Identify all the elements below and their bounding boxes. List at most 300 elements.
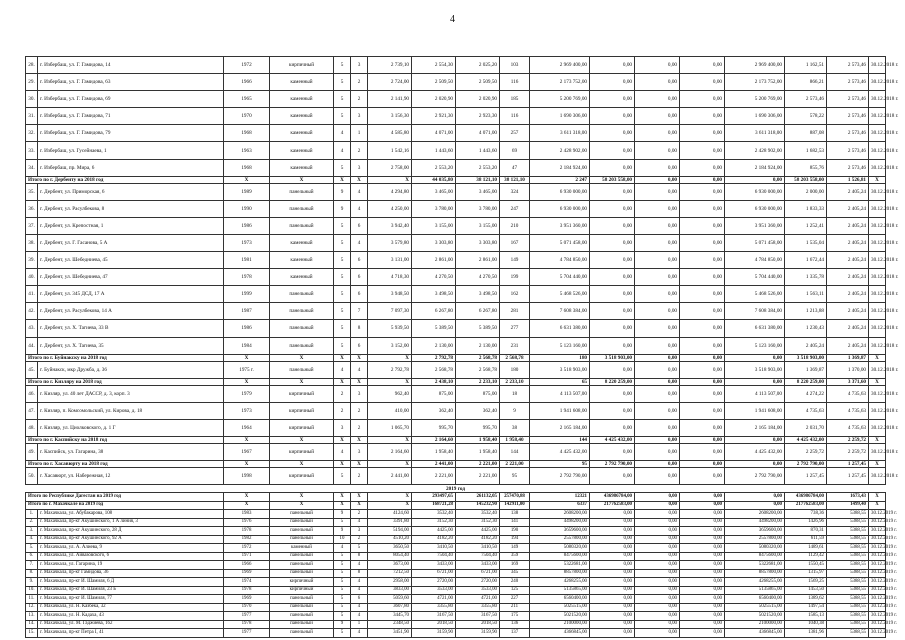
table-cell: 175 bbox=[500, 612, 530, 621]
table-cell: г. Дербент, ул. 345 ДСД, 17 А bbox=[38, 286, 224, 303]
table-cell: 3673,00 bbox=[368, 561, 412, 570]
table-cell: 0,00 bbox=[680, 354, 725, 361]
table-cell: 0,00 bbox=[680, 361, 725, 378]
table-cell: 2720,00 bbox=[412, 578, 456, 587]
table-cell: 9 bbox=[334, 510, 351, 519]
table-cell: 0,00 bbox=[635, 518, 680, 527]
table-cell: 3 498,50 bbox=[456, 286, 500, 303]
table-cell: кирпичный bbox=[270, 443, 334, 460]
table-cell: 5 bbox=[334, 468, 351, 485]
table-cell: 1987 bbox=[224, 303, 270, 320]
table-cell: 2 428 902,00 bbox=[725, 142, 785, 159]
table-cell: 18 bbox=[500, 385, 530, 402]
table-cell: 3167,50 bbox=[412, 612, 456, 621]
table-cell: 3650,50 bbox=[368, 544, 412, 553]
table-cell: X bbox=[869, 461, 886, 468]
table-cell: 1 065,70 bbox=[368, 419, 412, 436]
table-cell: 0,00 bbox=[680, 183, 725, 200]
table-row bbox=[26, 518, 886, 527]
table-cell: X bbox=[368, 176, 412, 183]
table-cell: 5 bbox=[334, 57, 351, 74]
table-cell: 42. bbox=[26, 303, 38, 320]
table-cell: 6 bbox=[351, 337, 368, 354]
table-cell: 30.12.2018 г. bbox=[869, 252, 886, 269]
table-cell: 5194,00 bbox=[368, 527, 412, 536]
table-cell: 30.12.2019 г. bbox=[869, 586, 886, 595]
table-cell: 0,00 bbox=[725, 501, 785, 510]
table-cell: 46. bbox=[26, 385, 38, 402]
table-cell: г. Кизляр, п. Комсомольский, ул. Кирова, д. 18 bbox=[38, 402, 224, 419]
table-cell: г. Избербаш, ул. Г. Гамидова, 14 bbox=[38, 57, 224, 74]
table-cell: X bbox=[351, 501, 368, 510]
table-cell: 0,00 bbox=[590, 159, 635, 176]
table-cell: 6721,00 bbox=[412, 569, 456, 578]
table-cell: 2 bbox=[351, 402, 368, 419]
table-cell: 32. bbox=[26, 125, 38, 142]
table-cell: 7212,50 bbox=[368, 569, 412, 578]
table-cell: 2 861,00 bbox=[412, 252, 456, 269]
table-cell: 5 bbox=[334, 578, 351, 587]
table-cell: 4 784 850,00 bbox=[530, 252, 590, 269]
table-cell: 137 bbox=[500, 629, 530, 638]
table-cell: 69 bbox=[500, 142, 530, 159]
table-cell: 3659600,00 bbox=[530, 527, 590, 536]
table-cell: X bbox=[869, 378, 886, 385]
table-cell: 2 792 790,00 bbox=[590, 461, 635, 468]
table-row bbox=[26, 142, 886, 159]
table-cell: 2 221,00 bbox=[456, 461, 500, 468]
table-cell: 2 bbox=[351, 535, 368, 544]
table-cell: 3 518 903,00 bbox=[725, 361, 785, 378]
table-cell: 4 735,63 bbox=[785, 402, 827, 419]
table-cell: 5 bbox=[334, 586, 351, 595]
table-cell: X bbox=[224, 493, 270, 502]
table-cell: панельный bbox=[270, 518, 334, 527]
table-cell: 3 465,00 bbox=[456, 183, 500, 200]
table-cell: 0,00 bbox=[680, 125, 725, 142]
table-cell: 13. bbox=[26, 612, 38, 621]
table-cell: 6. bbox=[26, 552, 38, 561]
table-cell: 2 bbox=[351, 510, 368, 519]
table-cell: 5 bbox=[334, 629, 351, 638]
table-cell: X bbox=[368, 461, 412, 468]
table-cell: 1968 bbox=[224, 125, 270, 142]
table-cell: 1981 bbox=[224, 252, 270, 269]
table-cell: 0,00 bbox=[635, 361, 680, 378]
table-cell: г. Дербент, ул. Х. Тагиева, 35 bbox=[38, 337, 224, 354]
table-cell: 1426,96 bbox=[785, 518, 827, 527]
table-cell: 7504,40 bbox=[456, 552, 500, 561]
table-cell: 162 bbox=[500, 286, 530, 303]
table-cell: 138 bbox=[500, 510, 530, 519]
table-cell: 0,00 bbox=[680, 510, 725, 519]
table-cell: 6 bbox=[351, 269, 368, 286]
total-label: Итого по г. Кизляру на 2018 год bbox=[26, 378, 224, 385]
table-cell: 1969 bbox=[224, 569, 270, 578]
table-cell: 257470,88 bbox=[500, 493, 530, 502]
table-cell: 4 784 850,00 bbox=[725, 252, 785, 269]
table-cell: 0,00 bbox=[590, 586, 635, 595]
table-cell: 0,00 bbox=[590, 595, 635, 604]
table-cell: 8054,40 bbox=[368, 552, 412, 561]
table-cell: 95 bbox=[530, 461, 590, 468]
table-cell: 5135865,00 bbox=[725, 586, 785, 595]
table-cell: 4498200,00 bbox=[725, 518, 785, 527]
table-cell: 2348,50 bbox=[368, 620, 412, 629]
table-cell: 3. bbox=[26, 527, 38, 536]
table-cell: 9 bbox=[334, 183, 351, 200]
table-cell: 2 739,10 bbox=[368, 57, 412, 74]
table-cell: 1973 bbox=[224, 234, 270, 251]
table-cell: 50. bbox=[26, 468, 38, 485]
table-cell: 5388,55 bbox=[827, 544, 869, 553]
table-cell: 6 631 380,00 bbox=[530, 320, 590, 337]
table-cell: 4425,00 bbox=[412, 527, 456, 536]
table-cell: 3532,40 bbox=[412, 510, 456, 519]
table-cell: 1040,38 bbox=[785, 620, 827, 629]
table-cell: 3 611 318,00 bbox=[725, 125, 785, 142]
table-cell: 7. bbox=[26, 561, 38, 570]
table-cell: 8 220 259,00 bbox=[590, 378, 635, 385]
table-cell: 2 bbox=[334, 385, 351, 402]
table-cell: 1963 bbox=[224, 142, 270, 159]
table-row bbox=[26, 629, 886, 638]
table-cell: 6 267,80 bbox=[456, 303, 500, 320]
table-cell: 0,00 bbox=[590, 569, 635, 578]
table-cell: 5 704 440,00 bbox=[725, 269, 785, 286]
table-cell: 0,00 bbox=[635, 378, 680, 385]
table-cell: 1 958,40 bbox=[456, 443, 500, 460]
table-cell: 2 405,24 bbox=[827, 217, 869, 234]
table-cell: 1978 bbox=[224, 527, 270, 536]
table-cell: 14. bbox=[26, 620, 38, 629]
table-cell: 4 735,63 bbox=[827, 419, 869, 436]
table-cell: каменный bbox=[270, 91, 334, 108]
table-cell: 211 bbox=[500, 603, 530, 612]
table-cell: 3 bbox=[351, 108, 368, 125]
table-row bbox=[26, 159, 886, 176]
table-cell: 5 bbox=[334, 595, 351, 604]
table-cell: 0,00 bbox=[590, 200, 635, 217]
table-cell: 1 257,45 bbox=[827, 468, 869, 485]
table-cell: 0,00 bbox=[635, 493, 680, 502]
table-cell: 1966 bbox=[224, 561, 270, 570]
table-cell: панельный bbox=[270, 183, 334, 200]
table-cell: 578,22 bbox=[785, 108, 827, 125]
table-cell: 4366845,00 bbox=[530, 629, 590, 638]
table-cell: 4 bbox=[334, 443, 351, 460]
table-cell: 2 bbox=[351, 419, 368, 436]
table-cell: кирпичный bbox=[270, 586, 334, 595]
table-cell: 4 425 432,00 bbox=[590, 436, 635, 443]
table-cell: 5 bbox=[334, 108, 351, 125]
total-label: Итого по Республике Дагестан на 2019 год bbox=[26, 493, 224, 502]
table-cell: г. Махачкала, ул. Абубакарова, 108 bbox=[38, 510, 224, 519]
table-cell: 0,00 bbox=[635, 286, 680, 303]
table-cell: 58 203 558,00 bbox=[785, 176, 827, 183]
table-cell: 2 141,90 bbox=[368, 91, 412, 108]
table-cell: каменный bbox=[270, 108, 334, 125]
table-cell: 855,76 bbox=[785, 159, 827, 176]
table-cell: 738,36 bbox=[785, 510, 827, 519]
table-cell: 0,00 bbox=[680, 337, 725, 354]
table-cell: 0,00 bbox=[635, 217, 680, 234]
table-cell: 0,00 bbox=[635, 337, 680, 354]
table-cell: 0,00 bbox=[635, 629, 680, 638]
table-cell: 2 bbox=[351, 468, 368, 485]
table-cell: 2 969 400,00 bbox=[725, 57, 785, 74]
table-cell: 2 130,00 bbox=[412, 337, 456, 354]
table-cell: 2720,00 bbox=[456, 578, 500, 587]
table-cell: 5135865,00 bbox=[530, 586, 590, 595]
table-cell: 3 156,30 bbox=[368, 108, 412, 125]
table-cell: 1 535,04 bbox=[785, 234, 827, 251]
table-cell: 8857800,00 bbox=[725, 569, 785, 578]
table-cell: панельный bbox=[270, 569, 334, 578]
table-cell: 0,00 bbox=[680, 252, 725, 269]
table-cell: 0,00 bbox=[680, 620, 725, 629]
table-cell: 0,00 bbox=[680, 234, 725, 251]
table-row bbox=[26, 544, 886, 553]
table-cell: 4 bbox=[334, 125, 351, 142]
table-cell: 0,00 bbox=[590, 544, 635, 553]
table-cell: 5 389,50 bbox=[456, 320, 500, 337]
table-cell: 2 553,20 bbox=[412, 159, 456, 176]
table-cell: 7 bbox=[351, 303, 368, 320]
table-cell: 4 274,22 bbox=[785, 385, 827, 402]
table-cell: г. Дербент, ул. Шебедниева, 45 bbox=[38, 252, 224, 269]
table-cell: 169 bbox=[500, 561, 530, 570]
table-cell: 247 bbox=[500, 200, 530, 217]
table-cell: 2 025,20 bbox=[456, 57, 500, 74]
table-cell: 1965 bbox=[224, 91, 270, 108]
table-cell: X bbox=[351, 436, 368, 443]
table-cell: 240 bbox=[500, 578, 530, 587]
table-cell: 3 942,40 bbox=[368, 217, 412, 234]
table-row bbox=[26, 74, 886, 91]
table-cell: 2 405,24 bbox=[827, 337, 869, 354]
table-cell: 6 267,80 bbox=[412, 303, 456, 320]
table-cell: 5 bbox=[334, 91, 351, 108]
table-cell: 1489,61 bbox=[785, 544, 827, 553]
table-cell: 2 573,46 bbox=[827, 91, 869, 108]
table-cell: 30.12.2019 г. bbox=[869, 595, 886, 604]
table-cell: 30.12.2019 г. bbox=[869, 561, 886, 570]
table-cell: 5 200 769,00 bbox=[725, 91, 785, 108]
table-row bbox=[26, 252, 886, 269]
table-cell: 30.12.2019 г. bbox=[869, 552, 886, 561]
table-cell: 0,00 bbox=[680, 303, 725, 320]
table-row bbox=[26, 612, 886, 621]
table-cell: 0,00 bbox=[635, 603, 680, 612]
table-cell: 0,00 bbox=[680, 603, 725, 612]
table-cell: 5388,55 bbox=[827, 518, 869, 527]
table-cell: 199 bbox=[500, 269, 530, 286]
table-cell: г. Избербаш, ул. Гусейнаева, 1 bbox=[38, 142, 224, 159]
table-cell: 30.12.2019 г. bbox=[869, 603, 886, 612]
table-cell: 2 568,78 bbox=[456, 354, 500, 361]
table-cell: 261132,05 bbox=[456, 493, 500, 502]
table-row bbox=[26, 443, 886, 460]
table-cell: 0,00 bbox=[680, 269, 725, 286]
table-cell: 1 252,41 bbox=[785, 217, 827, 234]
table-cell: X bbox=[270, 354, 334, 361]
table-row bbox=[26, 620, 886, 629]
table-row bbox=[26, 552, 886, 561]
table-cell: 5388,55 bbox=[827, 552, 869, 561]
table-cell: 30.12.2019 г. bbox=[869, 518, 886, 527]
table-cell: каменный bbox=[270, 234, 334, 251]
table-cell: 4268255,00 bbox=[725, 578, 785, 587]
table-cell: 2 173 752,00 bbox=[530, 74, 590, 91]
table-cell: 4 bbox=[334, 361, 351, 378]
table-cell: 0,00 bbox=[680, 569, 725, 578]
table-cell: 2 441,00 bbox=[368, 468, 412, 485]
table-cell: 5 bbox=[334, 303, 351, 320]
total-row bbox=[26, 436, 886, 443]
table-cell: 1976 bbox=[224, 518, 270, 527]
table-cell: 3355,80 bbox=[456, 603, 500, 612]
table-cell: 962,40 bbox=[368, 385, 412, 402]
table-cell: 2 000,00 bbox=[785, 183, 827, 200]
table-cell: 4 585,80 bbox=[368, 125, 412, 142]
table-cell: 3 131,00 bbox=[368, 252, 412, 269]
table-cell: 30.12.2019 г. bbox=[869, 578, 886, 587]
total-row bbox=[26, 176, 886, 183]
table-cell: 7 097,30 bbox=[368, 303, 412, 320]
table-cell: 2 923,30 bbox=[456, 108, 500, 125]
table-cell: 3 780,00 bbox=[456, 200, 500, 217]
table-cell: 2 573,46 bbox=[827, 74, 869, 91]
table-cell: 2 130,00 bbox=[456, 337, 500, 354]
table-cell: 0,00 bbox=[590, 108, 635, 125]
year-caption: 2019 год bbox=[26, 485, 886, 493]
table-cell: 2 221,00 bbox=[500, 461, 530, 468]
table-row bbox=[26, 57, 886, 74]
table-cell: 6 930 000,00 bbox=[725, 200, 785, 217]
table-cell: 30.12.2018 г. bbox=[869, 361, 886, 378]
table-cell: 0,00 bbox=[680, 108, 725, 125]
table-cell: г. Дербент, ул. Шебедниева, 47 bbox=[38, 269, 224, 286]
table-cell: 149 bbox=[500, 252, 530, 269]
table-cell: 0,00 bbox=[680, 217, 725, 234]
table-cell: 5 200 769,00 bbox=[530, 91, 590, 108]
table-row bbox=[26, 337, 886, 354]
table-cell: 3433,00 bbox=[456, 561, 500, 570]
table-cell: X bbox=[334, 501, 351, 510]
table-cell: 1 bbox=[351, 125, 368, 142]
table-cell: 2 bbox=[351, 142, 368, 159]
table-cell: 49. bbox=[26, 443, 38, 460]
table-cell: 2 441,00 bbox=[412, 461, 456, 468]
table-cell: 28. bbox=[26, 57, 38, 74]
table-cell: 4721,00 bbox=[412, 595, 456, 604]
table-cell: 0,00 bbox=[590, 320, 635, 337]
table-cell: 5388,55 bbox=[827, 612, 869, 621]
table-row bbox=[26, 569, 886, 578]
table-cell: 4 270,50 bbox=[456, 269, 500, 286]
table-cell: г. Хасавюрт, ул. Набережная, 12 bbox=[38, 468, 224, 485]
table-cell: г. Кизляр, ул. 40 лет ДАССР, д. 3, корп. 3 bbox=[38, 385, 224, 402]
table-cell: X bbox=[869, 176, 886, 183]
table-cell: 4 bbox=[351, 612, 368, 621]
table-cell: панельный bbox=[270, 303, 334, 320]
table-cell: 277 bbox=[500, 320, 530, 337]
table-cell: 4 bbox=[351, 234, 368, 251]
table-cell: X bbox=[368, 354, 412, 361]
table-cell: 8857800,00 bbox=[530, 569, 590, 578]
table-cell: 1315,97 bbox=[785, 569, 827, 578]
table-cell: 5 123 160,00 bbox=[530, 337, 590, 354]
table-cell: 1 672,44 bbox=[785, 252, 827, 269]
table-cell: 1977 bbox=[224, 629, 270, 638]
table-cell: г. Буйнакск, мкр Дружба, д. 36 bbox=[38, 361, 224, 378]
table-cell: г. Махачкала, пр-кт Акушинского, 28 Д bbox=[38, 527, 224, 536]
table-cell: 8475600,00 bbox=[725, 552, 785, 561]
table-cell: 1979 bbox=[224, 385, 270, 402]
table-row bbox=[26, 561, 886, 570]
table-cell: 47 bbox=[500, 159, 530, 176]
table-cell: 4 071,00 bbox=[412, 125, 456, 142]
table-row bbox=[26, 578, 886, 587]
table-cell: 1986 bbox=[224, 217, 270, 234]
table-row bbox=[26, 510, 886, 519]
table-cell: 2 221,00 bbox=[456, 468, 500, 485]
table-cell: 1 257,45 bbox=[785, 468, 827, 485]
table-cell: 5 071 458,00 bbox=[530, 234, 590, 251]
table-cell: панельный bbox=[270, 337, 334, 354]
table-cell: 4 bbox=[351, 561, 368, 570]
table-cell: 0,00 bbox=[635, 419, 680, 436]
table-cell: 0,00 bbox=[635, 468, 680, 485]
table-cell: 0,00 bbox=[680, 74, 725, 91]
table-cell: 30. bbox=[26, 91, 38, 108]
table-cell: 2100000,00 bbox=[530, 620, 590, 629]
table-cell: 8 bbox=[351, 320, 368, 337]
table-cell: 1. bbox=[26, 510, 38, 519]
table-cell: 5388,55 bbox=[827, 510, 869, 519]
table-cell: X bbox=[224, 436, 270, 443]
table-cell: 1973 bbox=[224, 402, 270, 419]
table-cell: 2 568,78 bbox=[412, 361, 456, 378]
table-cell: 30.12.2018 г. bbox=[869, 385, 886, 402]
table-cell: 5 bbox=[334, 569, 351, 578]
table-cell: 6 930 000,00 bbox=[530, 200, 590, 217]
table-cell: 4182,20 bbox=[456, 535, 500, 544]
table-cell: 0,00 bbox=[635, 91, 680, 108]
table-cell: 30.12.2019 г. bbox=[869, 620, 886, 629]
table-cell: 4366845,00 bbox=[725, 629, 785, 638]
table-row bbox=[26, 419, 886, 436]
table-cell: 5388,55 bbox=[827, 569, 869, 578]
table-cell: 5 bbox=[334, 234, 351, 251]
table-cell: X bbox=[224, 461, 270, 468]
table-cell: 0,00 bbox=[635, 443, 680, 460]
table-cell: 1 563,11 bbox=[785, 286, 827, 303]
table-cell: 30.12.2019 г. bbox=[869, 612, 886, 621]
table-cell: 0,00 bbox=[680, 402, 725, 419]
table-cell: 0,00 bbox=[680, 518, 725, 527]
table-cell: 3152,30 bbox=[456, 518, 500, 527]
table-cell: г. Избербаш, ул. Г. Гамидова, 63 bbox=[38, 74, 224, 91]
table-cell: 30.12.2019 г. bbox=[869, 535, 886, 544]
table-cell: X bbox=[270, 493, 334, 502]
table-cell: 875,00 bbox=[456, 385, 500, 402]
table-cell: 2 405,24 bbox=[827, 269, 869, 286]
table-cell: 58 203 558,00 bbox=[590, 176, 635, 183]
table-cell: 3833,00 bbox=[368, 586, 412, 595]
table-cell: 324 bbox=[500, 183, 530, 200]
